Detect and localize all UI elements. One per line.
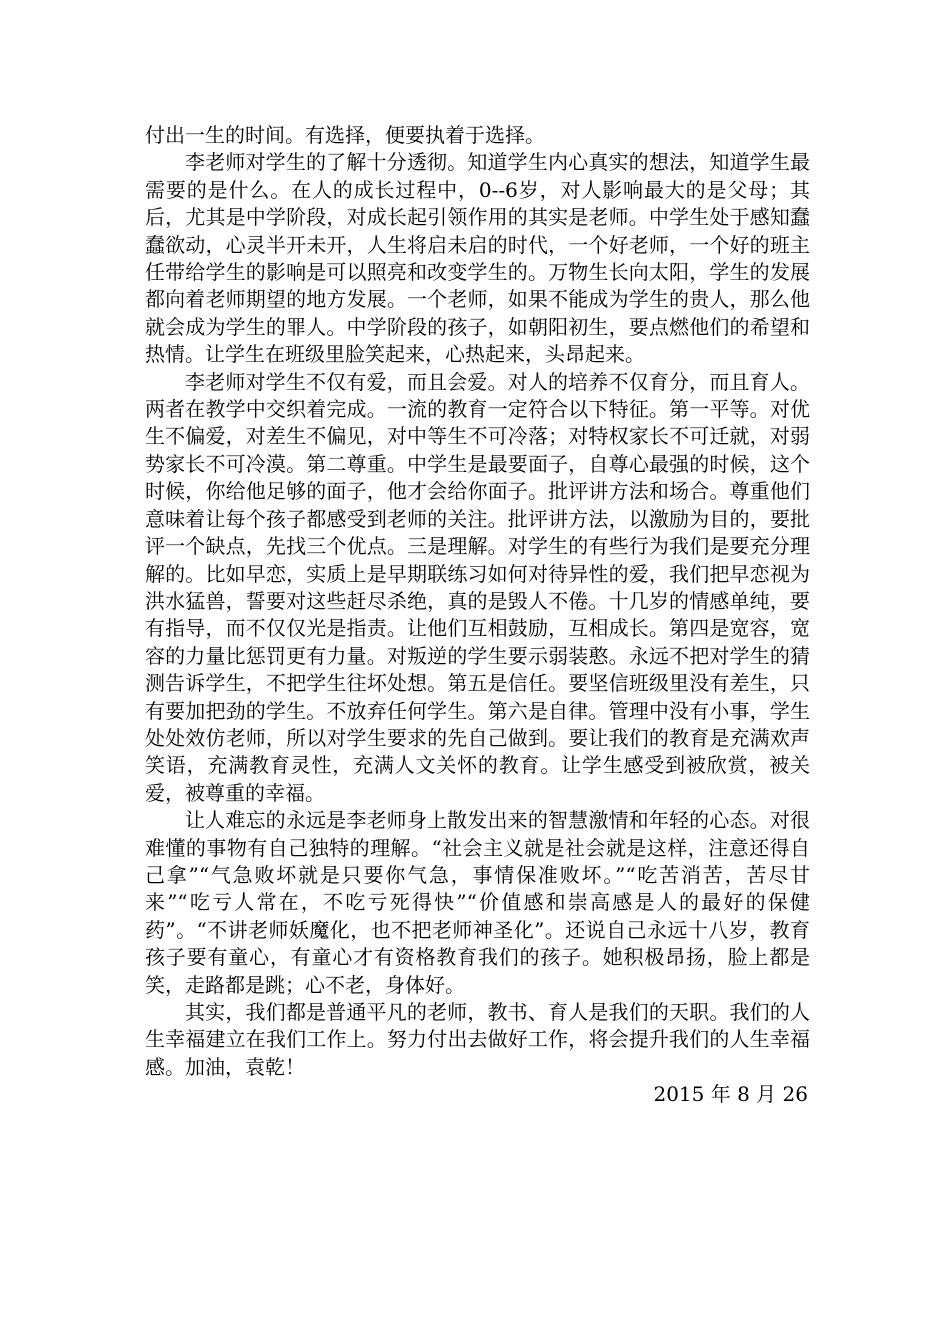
paragraph-4: 让人难忘的永远是李老师身上散发出来的智慧激情和年轻的心态。对很难懂的事物有自己独特的理解。“社会主义就是社会就是这样，注意还得自己拿”“气急败坏就是只要你气急，事情保准败坏。”“吃苦消苦，苦尽甘来”“吃亏人常在，不吃亏死得快”“价值感和崇高感是人的最好的保健药”。“不讲老师妖魔化，也不把老师神圣化”。还说自己永远十八岁，教育孩子要有童心，有童心才有资格教育我们的孩子。她积极昂扬，脸上都是笑，走路都是跳；心不老，身体好。 (145, 808, 810, 997)
document-body (145, 122, 810, 1109)
document-date: 2015 年 8 月 26 (653, 1082, 808, 1107)
paragraph-5: 其实，我们都是普通平凡的老师，教书、育人是我们的天职。我们的人生幸福建立在我们工作上。努力付出去做好工作，将会提升我们的人生幸福感。加油，袁乾！ (145, 1000, 810, 1079)
paragraph-3: 李老师对学生不仅有爱，而且会爱。对人的培养不仅育分，而且育人。两者在教学中交织着完成。一流的教育一定符合以下特征。第一平等。对优生不偏爱，对差生不偏见，对中等生不可冷落；对特权家长不可迁就，对弱势家长不可冷漠。第二尊重。中学生是最要面子，自尊心最强的时候，这个时候，你给他足够的面子，他才会给你面子。批评讲方法和场合。尊重他们意味着让每个孩子都感受到老师的关注。批评讲方法，以激励为目的，要批评一个缺点，先找三个优点。三是理解。对学生的有些行为我们是要充分理解的。比如早恋，实质上是早期联练习如何对待异性的爱，我们把早恋视为洪水猛兽，誓要对这些赶尽杀绝，真的是毁人不倦。十几岁的情感单纯，要有指导，而不仅仅光是指责。让他们互相鼓励，互相成长。第四是宽容，宽容的力量比惩罚更有力量。对叛逆的学生要示弱装憨。永远不把对学生的猜测告诉学生，不把学生往坏处想。第五是信任。要坚信班级里没有差生，只有要加把劲的学生。不放弃任何学生。第六是自律。管理中没有小事，学生处处效仿老师，所以对学生要求的先自己做到。要让我们的教育是充满欢声笑语，充满教育灵性，充满人文关怀的教育。让学生感受到被欣赏，被关爱，被尊重的幸福。 (145, 369, 810, 805)
paragraph-1: 付出一生的时间。有选择，便要执着于选择。 (145, 123, 545, 147)
paragraph-2: 李老师对学生的了解十分透彻。知道学生内心真实的想法，知道学生最需要的是什么。在人的成长过程中，0--6岁，对人影响最大的是父母；其后，尤其是中学阶段，对成长起引领作用的其实是老师。中学生处于感知蠢蠢欲动，心灵半开未开，人生将启未启的时代，一个好老师，一个好的班主任带给学生的影响是可以照亮和改变学生的。万物生长向太阳，学生的发展都向着老师期望的地方发展。一个老师，如果不能成为学生的贵人，那么他就会成为学生的罪人。中学阶段的孩子，如朝阳初生，要点燃他们的希望和热情。让学生在班级里脸笑起来，心热起来，头昂起来。 (145, 150, 810, 367)
